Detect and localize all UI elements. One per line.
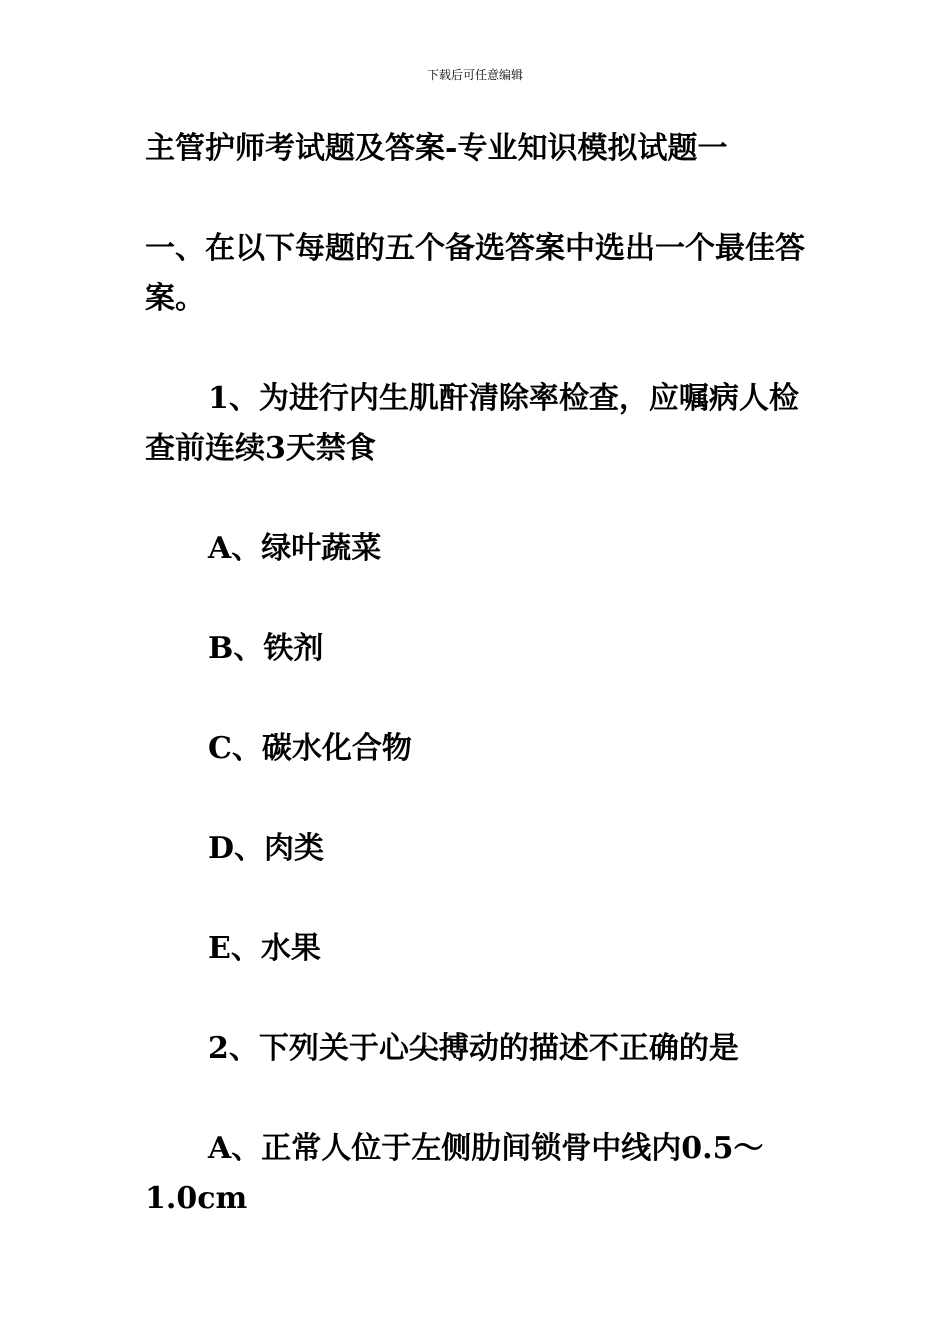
- question-1-option-a: A、绿叶蔬菜: [208, 531, 382, 566]
- question-1-option-e: E、水果: [208, 931, 321, 966]
- question-2-option-a: A、正常人位于左侧肋间锁骨中线内0.5～1.0cm: [145, 1131, 764, 1216]
- question-1-stem: 1、为进行内生肌酐清除率检查，应嘱病人检查前连续3天禁食: [145, 381, 799, 466]
- page-header-note: 下载后可任意编辑: [426, 68, 523, 82]
- question-1-option-b: B、铁剂: [208, 631, 324, 666]
- question-1-option-d: D、肉类: [208, 831, 325, 866]
- document-title: 主管护师考试题及答案-专业知识模拟试题一: [145, 131, 728, 166]
- question-1-option-c: C、碳水化合物: [208, 731, 412, 766]
- question-2-stem: 2、下列关于心尖搏动的描述不正确的是: [208, 1031, 739, 1066]
- document-body: [145, 124, 810, 1274]
- section-heading: 一、在以下每题的五个备选答案中选出一个最佳答案。: [145, 231, 805, 316]
